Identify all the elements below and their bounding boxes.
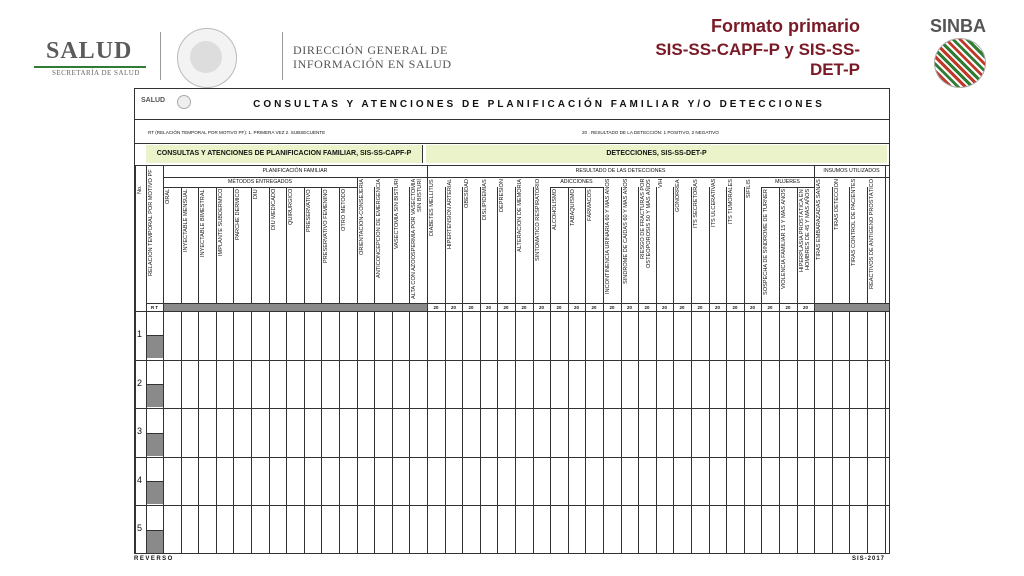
salud-logo: SALUD: [46, 38, 133, 64]
grid-line: [462, 187, 463, 554]
column-header: ALTERACIÓN DE MEMORIA: [517, 179, 523, 252]
grid-line: [304, 187, 305, 554]
grid-line: [673, 187, 674, 554]
dgis-line-1: DIRECCIÓN GENERAL DE: [293, 43, 448, 57]
column-header: IMPLANTE SUBDÉRMICO: [218, 189, 224, 257]
grid-line: [135, 505, 889, 506]
result-code: 20: [732, 305, 738, 310]
result-code: 20: [767, 305, 773, 310]
grid-line: [146, 335, 163, 336]
shaded-rt-cell: [147, 530, 163, 553]
salud-logo-underline: [34, 66, 146, 68]
section-capf: CONSULTAS Y ATENCIONES DE PLANIFICACION FAMILIAR, SIS-SS-CAPF-P: [146, 145, 423, 163]
column-header: OBESIDAD: [464, 179, 470, 208]
column-header: ALCOHOLISMO: [552, 189, 558, 231]
grid-line: [135, 311, 889, 312]
grid-line: [867, 187, 868, 554]
column-header: REACTIVOS DE ANTÍGENO PROSTÁTICO: [869, 179, 875, 290]
row-number: 4: [137, 475, 143, 485]
national-seal-center: [190, 41, 222, 73]
column-header: QUIRÚRGICO: [288, 189, 294, 226]
header-divider: [160, 32, 161, 80]
group-mujeres: MUJERES: [775, 179, 800, 185]
column-header: PARCHE DÉRMICO: [235, 189, 241, 240]
grid-line: [135, 457, 889, 458]
grid-line: [832, 187, 833, 554]
grid-line: [779, 187, 780, 554]
column-header: DIU MEDICADO: [271, 189, 277, 231]
section-row: [135, 143, 889, 166]
form-legend-row: [135, 119, 889, 144]
result-code: 20: [521, 305, 527, 310]
column-header: ITS SECRETORAS: [693, 179, 699, 228]
result-code: 20: [486, 305, 491, 310]
grid-line: [691, 187, 692, 554]
column-header: OTRO MÉTODO: [341, 189, 347, 232]
form-title: CONSULTAS Y ATENCIONES DE PLANIFICACIÓN FAMILIAR Y/O DETECCIONES: [253, 99, 825, 110]
column-header: INYECTABLE BIMESTRAL: [200, 189, 206, 257]
grid-line: [357, 177, 358, 554]
grid-line: [135, 408, 889, 409]
grid-line: [163, 187, 357, 188]
grid-line: [269, 187, 270, 554]
grid-line: [233, 187, 234, 554]
grid-line: [515, 187, 516, 554]
grid-line: [761, 187, 814, 188]
result-code: 20: [644, 305, 650, 310]
column-header: DEPRESIÓN: [499, 179, 505, 212]
grid-line: [445, 187, 446, 554]
result-code: 20: [433, 305, 439, 310]
dgis-line-2: INFORMACIÓN EN SALUD: [293, 57, 452, 71]
column-header: FÁRMACOS: [587, 189, 593, 221]
grid-line: [621, 187, 622, 554]
group-planificacion-familiar: PLANIFICACIÓN FAMILIAR: [262, 168, 328, 174]
result-code: 20: [468, 305, 474, 310]
grid-line: [744, 187, 745, 554]
result-code: 20: [627, 305, 632, 310]
column-header: ORAL: [165, 189, 171, 205]
column-header-rt: RELACIÓN TEMPORAL POR MOTIVO PF: [148, 169, 154, 276]
result-code: 20: [451, 305, 456, 310]
column-header: INCONTINENCIA URINARIA 60 Y MÁS AÑOS: [605, 179, 611, 295]
result-code: 20: [715, 305, 720, 310]
grid-line: [146, 433, 163, 434]
grid-line: [709, 187, 710, 554]
column-header: TIRAS CONTROL DE PACIENTES: [851, 179, 857, 267]
row-number: 1: [137, 329, 143, 339]
row-number: 2: [137, 378, 143, 388]
format-codes: SIS-SS-CAPF-P y SIS-SS-DET-P: [655, 40, 860, 79]
footer-reverso: REVERSO: [134, 556, 174, 562]
form-grid: [135, 165, 889, 554]
grid-line: [251, 187, 252, 554]
group-insumos: INSUMOS UTILIZADOS: [823, 168, 880, 174]
column-header: GONORREA: [675, 179, 681, 212]
result-code: 20: [803, 305, 808, 310]
salud-logo-subtitle: SECRETARÍA DE SALUD: [52, 69, 140, 77]
grid-line: [374, 187, 375, 554]
grid-line: [181, 187, 182, 554]
header-divider: [282, 32, 283, 80]
row-number: 5: [137, 523, 143, 533]
result-code: 20: [574, 305, 579, 310]
shaded-cell: [815, 304, 889, 311]
column-header: ANTICONCEPCIÓN DE EMERGENCIA: [376, 179, 382, 279]
column-header: VASECTOMÍA SIN BISTURÍ: [394, 179, 400, 250]
column-header: ALTA CON AZOOSPERMIA POR VASECTOMÍA SIN BISTURÍ: [411, 179, 423, 300]
grid-line: [339, 187, 340, 554]
grid-line: [480, 187, 481, 554]
result-code: 20: [750, 305, 755, 310]
footer-version: SIS-2017: [852, 556, 886, 562]
report-form: [134, 88, 890, 554]
page-header: [0, 0, 1024, 88]
grid-line: [286, 187, 287, 554]
shaded-rt-cell: [147, 384, 163, 407]
sinba-logo: SINBA: [930, 16, 987, 36]
grid-line: [761, 187, 762, 554]
column-header: ORIENTACIÓN-CONSEJERÍA: [359, 179, 365, 256]
result-code: 20: [785, 305, 791, 310]
rt-legend: RT (RELACIÓN TEMPORAL POR MOTIVO PF): 1. PRIMERA VEZ 2. SUBSECUENTE: [148, 130, 326, 135]
row-number: 3: [137, 426, 143, 436]
column-header: VIH: [658, 179, 664, 189]
column-header: INYECTABLE MENSUAL: [183, 189, 189, 252]
sinba-globe-icon: [934, 38, 986, 88]
shaded-rt-cell: [147, 433, 163, 456]
shaded-rt-cell: [147, 481, 163, 504]
result-code: 20: [591, 305, 597, 310]
grid-line: [321, 187, 322, 554]
column-header: ITS ULCERATIVAS: [711, 179, 717, 228]
column-header: DISLIPIDEMIAS: [482, 179, 488, 220]
result-code: 20: [539, 305, 544, 310]
column-header: ITS TUMORALES: [728, 179, 734, 224]
grid-line: [497, 187, 498, 554]
format-title: Formato primario: [710, 16, 860, 36]
column-header-no: No.: [137, 185, 143, 194]
column-header: SOSPECHA DE SÍNDROME DE TURNER: [763, 189, 769, 295]
form-mini-logo: SALUD: [141, 97, 166, 104]
grid-line: [163, 177, 889, 178]
group-resultado-detecciones: RESULTADO DE LAS DETECCIONES: [575, 168, 666, 174]
column-header: TABAQUISMO: [570, 189, 576, 226]
grid-line: [409, 187, 410, 554]
group-metodos-entregados: MÉTODOS ENTREGADOS: [228, 179, 292, 185]
grid-line: [638, 187, 639, 554]
column-header: SÍFILIS: [746, 179, 752, 198]
result-legend: 20 . RESULTADO DE LA DETECCIÓN: 1 POSITIVO, 2 NEGATIVO: [582, 130, 719, 135]
rt-code: R T: [150, 305, 159, 310]
column-header: PRESERVATIVO: [306, 189, 312, 232]
column-header: PRESERVATIVO FEMENINO: [323, 189, 329, 263]
column-header: VIOLENCIA FAMILIAR 15 Y MÁS AÑOS: [781, 189, 787, 290]
grid-line: [135, 360, 889, 361]
grid-line: [198, 187, 199, 554]
result-code: 20: [609, 305, 615, 310]
grid-line: [585, 187, 586, 554]
grid-line: [216, 187, 217, 554]
grid-line: [849, 187, 850, 554]
shaded-rt-cell: [147, 335, 163, 358]
section-det: DETECCIONES, SIS-SS-DET-P: [426, 145, 887, 163]
grid-line: [603, 187, 604, 554]
result-code: 20: [503, 305, 509, 310]
form-mini-seal-icon: [177, 95, 191, 109]
result-code: 20: [679, 305, 685, 310]
column-header: HIPERTENSIÓN ARTERIAL: [447, 179, 453, 250]
grid-line: [392, 187, 393, 554]
column-header: DIU: [253, 189, 259, 199]
column-header: SÍNDROME DE CAÍDAS 60 Y MÁS AÑOS: [623, 179, 629, 285]
column-header: TIRAS DETECCIÓN: [834, 179, 840, 230]
column-header: RIESGO DE FRACTURAS POR OSTEOPOROSIS 50 Y MÁS AÑOS: [640, 179, 652, 268]
grid-line: [797, 187, 798, 554]
column-header: SINTOMÁTICO RESPIRATORIO: [535, 179, 541, 262]
grid-line: [146, 384, 163, 385]
column-header: DIABETES MELLITUS: [429, 179, 435, 236]
grid-line: [533, 187, 534, 554]
grid-line: [550, 187, 551, 554]
grid-line: [568, 187, 569, 554]
result-code: 20: [556, 305, 562, 310]
grid-line: [726, 187, 727, 554]
grid-line: [146, 530, 163, 531]
column-header: TIRAS EMBARAZADAS SANAS: [816, 179, 822, 260]
grid-line: [550, 187, 603, 188]
shaded-cell: [164, 304, 427, 311]
column-header: HIPERPLASIA PROSTÁTICA EN HOMBRES DE 45 Y MÁS AÑOS: [799, 189, 811, 272]
result-code: 20: [697, 305, 703, 310]
grid-line: [146, 481, 163, 482]
form-header: [135, 89, 889, 120]
grid-line: [656, 187, 657, 554]
group-adicciones: ADICCIONES: [560, 179, 593, 185]
result-code: 20: [662, 305, 667, 310]
